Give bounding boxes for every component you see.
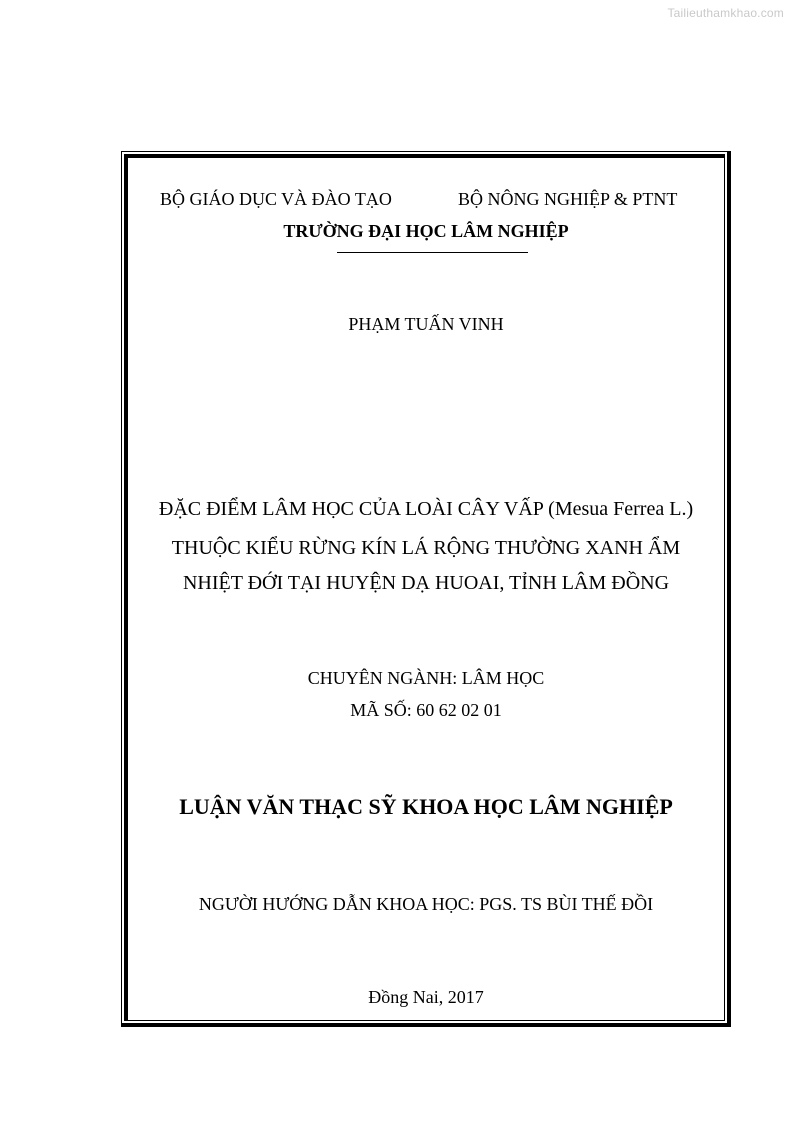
university-name: TRƯỜNG ĐẠI HỌC LÂM NGHIỆP [283, 221, 569, 241]
supervisor: NGƯỜI HƯỚNG DẪN KHOA HỌC: PGS. TS BÙI THẾ ĐỒI [198, 894, 654, 914]
author-name: PHẠM TUẤN VINH [348, 314, 504, 334]
thesis-title-line-2: THUỘC KIỂU RỪNG KÍN LÁ RỘNG THƯỜNG XANH ẨM [171, 537, 681, 559]
thesis-title-line-1: ĐẶC ĐIỂM LÂM HỌC CỦA LOÀI CÂY VẤP (Mesua Ferrea L.) [158, 498, 694, 520]
program-code: MÃ SỐ: 60 62 02 01 [350, 700, 502, 720]
place-and-date: Đồng Nai, 2017 [368, 987, 484, 1007]
header-divider [337, 252, 528, 253]
thesis-title-line-3: NHIỆT ĐỚI TẠI HUYỆN DẠ HUOAI, TỈNH LÂM ĐỒNG [182, 572, 670, 594]
watermark: Tailieuthamkhao.com [667, 6, 784, 20]
ministry-agriculture: BỘ NÔNG NGHIỆP & PTNT [458, 189, 678, 209]
ministry-education: BỘ GIÁO DỤC VÀ ĐÀO TẠO [160, 189, 392, 209]
specialization: CHUYÊN NGÀNH: LÂM HỌC [307, 668, 545, 688]
degree-title: LUẬN VĂN THẠC SỸ KHOA HỌC LÂM NGHIỆP [179, 794, 673, 819]
